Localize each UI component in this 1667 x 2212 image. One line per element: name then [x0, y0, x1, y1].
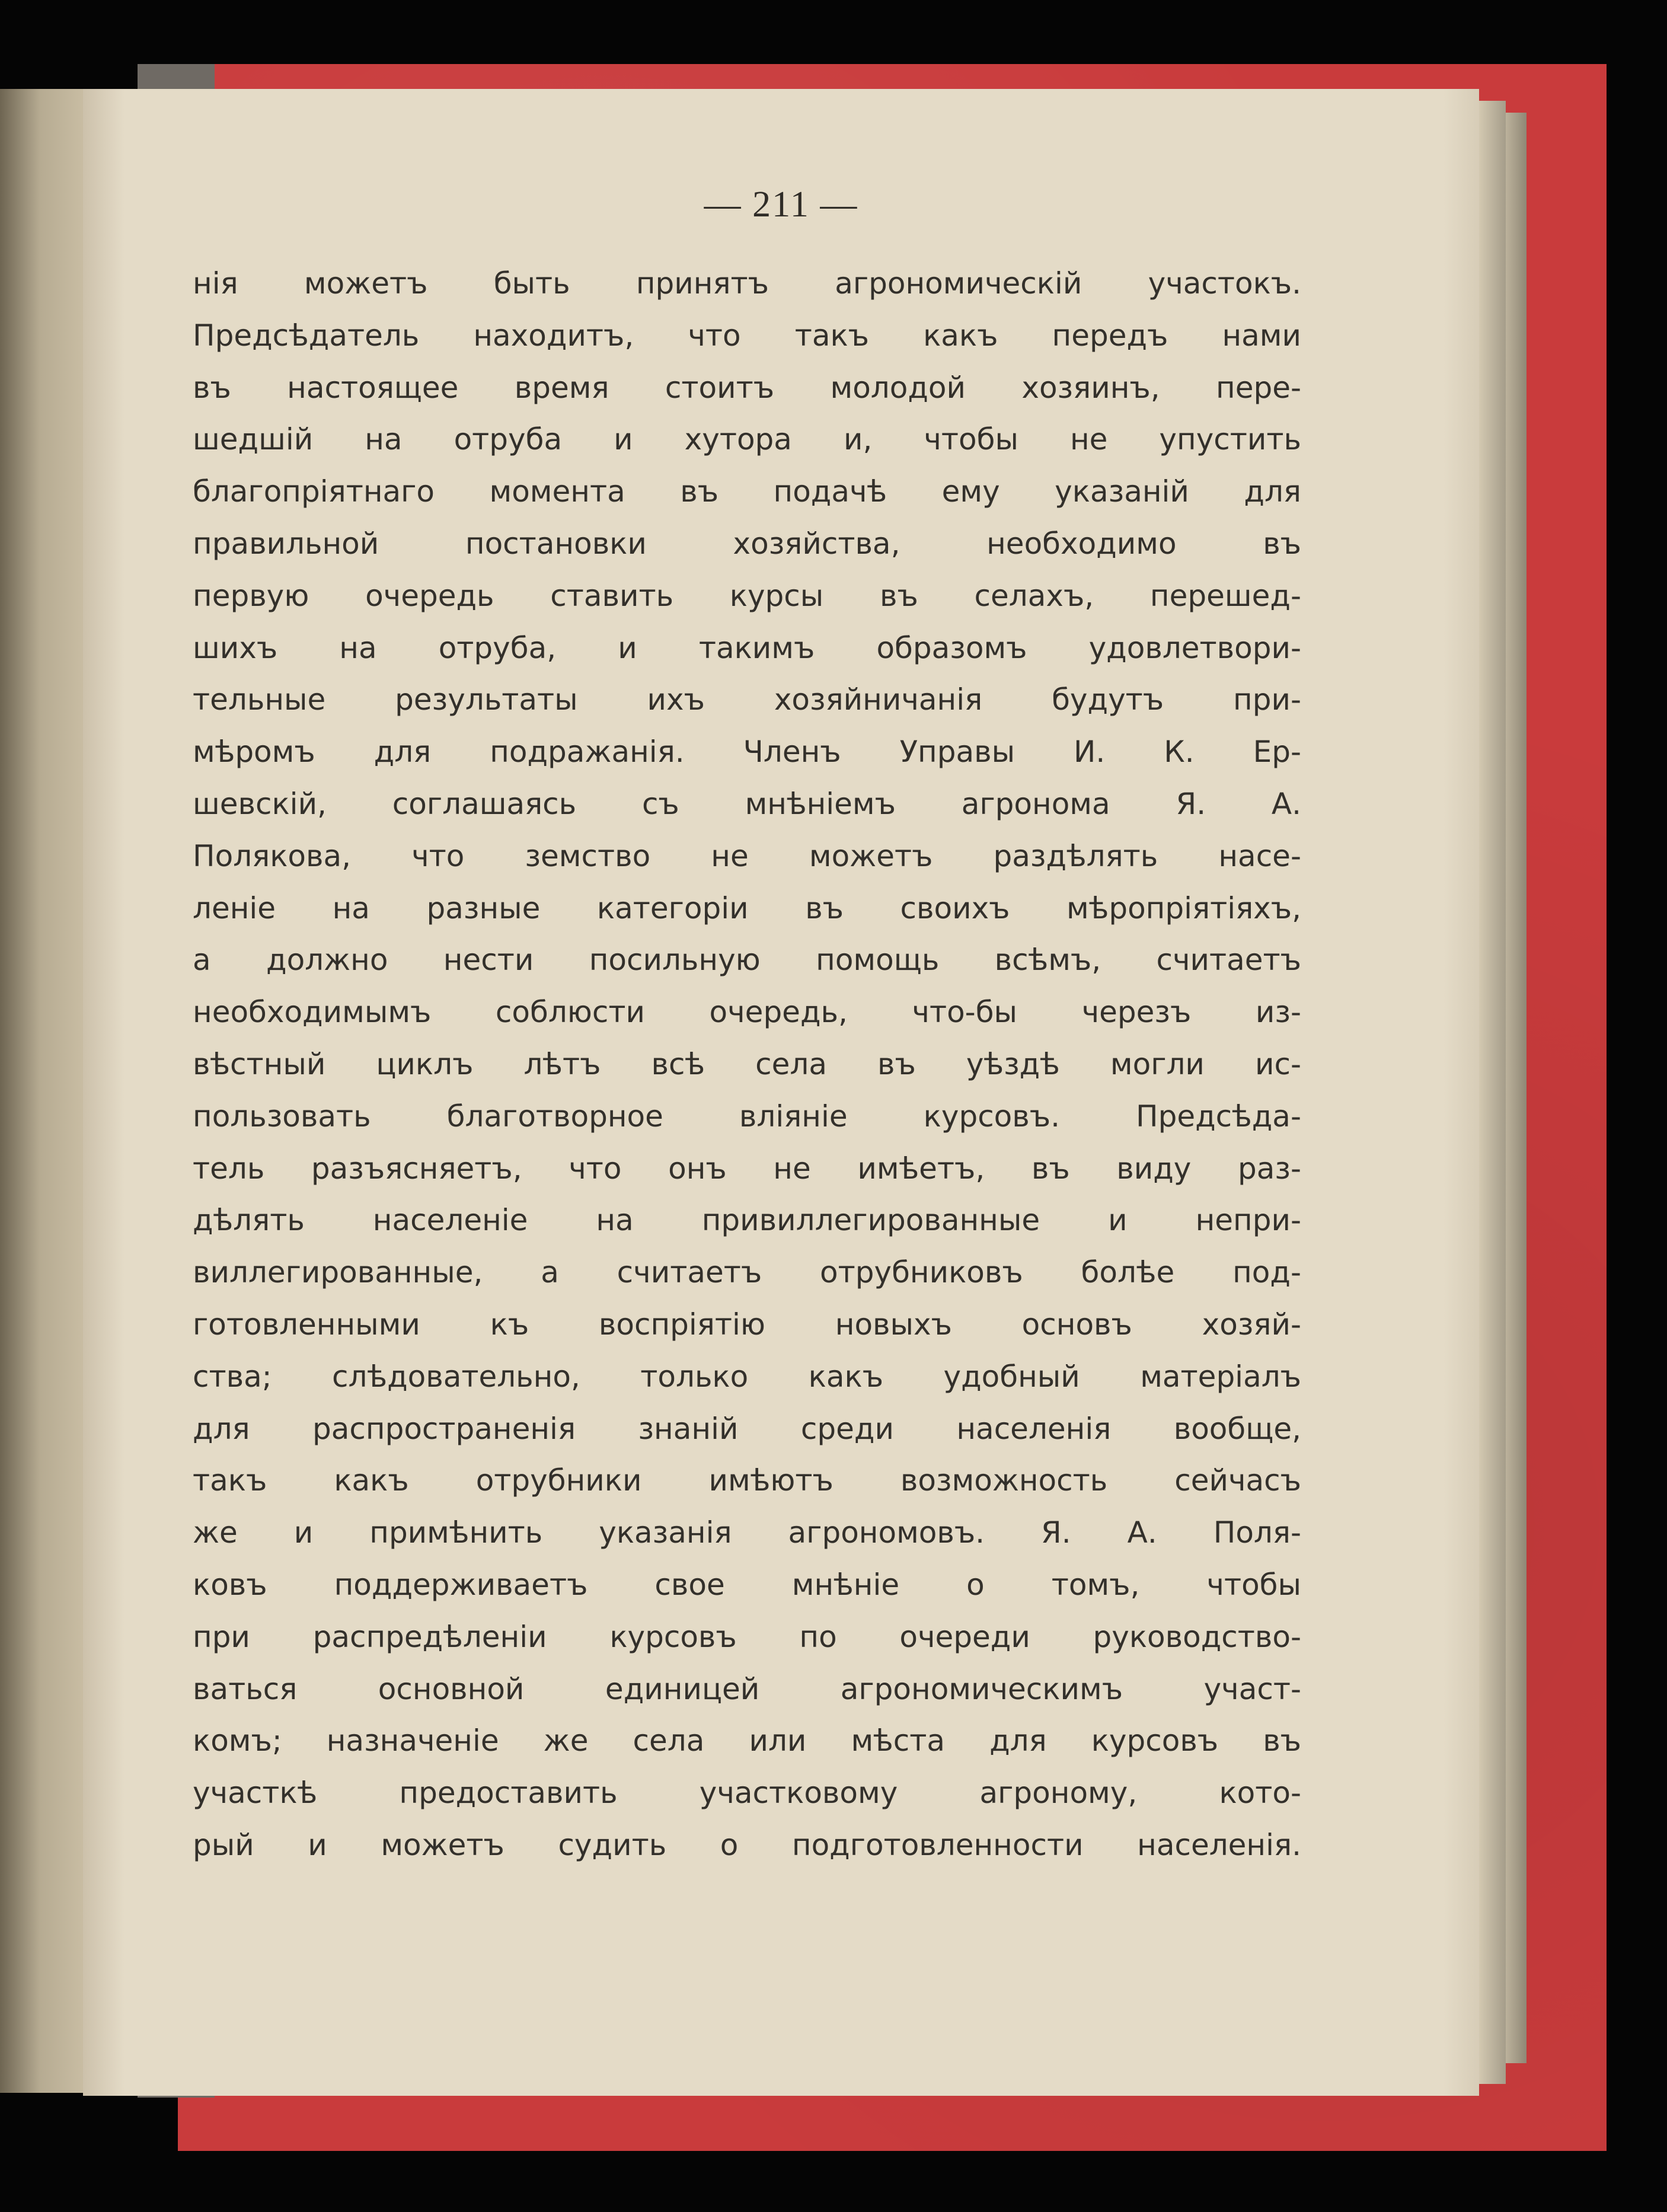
text-line: благопріятнаго момента въ подачѣ ему указаній для	[193, 474, 1301, 509]
text-line: шедшій на отруба и хутора и, чтобы не упустить	[193, 422, 1301, 457]
body-text	[193, 258, 1301, 1872]
text-line: для распространенія знаній среди населенія вообще,	[193, 1411, 1301, 1446]
text-line: вѣстный циклъ лѣтъ всѣ села въ уѣздѣ могли ис-	[193, 1046, 1301, 1081]
page-stack-edge-inner	[1506, 113, 1527, 2063]
text-line: мѣромъ для подражанія. Членъ Управы И. К. Ер-	[193, 735, 1301, 770]
text-line: комъ; назначеніе же села или мѣста для курсовъ въ	[193, 1723, 1301, 1758]
text-line: ства; слѣдовательно, только какъ удобный матеріалъ	[193, 1359, 1301, 1394]
left-page-edge	[0, 89, 89, 2093]
text-line: готовленными къ воспріятію новыхъ основъ хозяй-	[193, 1307, 1301, 1342]
text-line: нія можетъ быть принятъ агрономическій участокъ.	[193, 266, 1301, 301]
text-line: леніе на разные категоріи въ своихъ мѣропріятіяхъ,	[193, 890, 1301, 925]
text-line: ваться основной единицей агрономическимъ участ-	[193, 1671, 1301, 1706]
text-line: въ настоящее время стоитъ молодой хозяинъ, пере-	[193, 370, 1301, 405]
text-line: первую очередь ставить курсы въ селахъ, перешед-	[193, 578, 1301, 613]
text-line: при распредѣленіи курсовъ по очереди руководство-	[193, 1619, 1301, 1654]
text-line: пользовать благотворное вліяніе курсовъ. Предсѣда-	[193, 1099, 1301, 1134]
book-page	[83, 89, 1479, 2096]
page-number: — 211 —	[704, 184, 858, 225]
text-line: тельные результаты ихъ хозяйничанія будутъ при-	[193, 682, 1301, 717]
text-line: необходимымъ соблюсти очередь, что-бы черезъ из-	[193, 995, 1301, 1030]
text-line: Предсѣдатель находитъ, что такъ какъ передъ нами	[193, 318, 1301, 353]
text-line: а должно нести посильную помощь всѣмъ, считаетъ	[193, 943, 1301, 978]
text-line: ковъ поддерживаетъ свое мнѣніе о томъ, чтобы	[193, 1567, 1301, 1602]
text-line: правильной постановки хозяйства, необходимо въ	[193, 526, 1301, 561]
text-line: виллегированные, а считаетъ отрубниковъ болѣе под-	[193, 1255, 1301, 1290]
text-line: шихъ на отруба, и такимъ образомъ удовлетвори-	[193, 630, 1301, 665]
text-line: тель разъясняетъ, что онъ не имѣетъ, въ виду раз-	[193, 1151, 1301, 1186]
text-line: шевскій, соглашаясь съ мнѣніемъ агронома Я. А.	[193, 786, 1301, 821]
page-stack-edge	[1476, 101, 1506, 2084]
text-line: такъ какъ отрубники имѣютъ возможность сейчасъ	[193, 1463, 1301, 1498]
text-line: рый и можетъ судить о подготовленности населенія.	[193, 1827, 1301, 1862]
text-line: же и примѣнить указанія агрономовъ. Я. А. Поля-	[193, 1515, 1301, 1550]
text-line: дѣлять населеніе на привиллегированные и непри-	[193, 1203, 1301, 1238]
text-line: Полякова, что земство не можетъ раздѣлять насе-	[193, 838, 1301, 873]
text-line: участкѣ предоставить участковому агроному, кото-	[193, 1776, 1301, 1811]
